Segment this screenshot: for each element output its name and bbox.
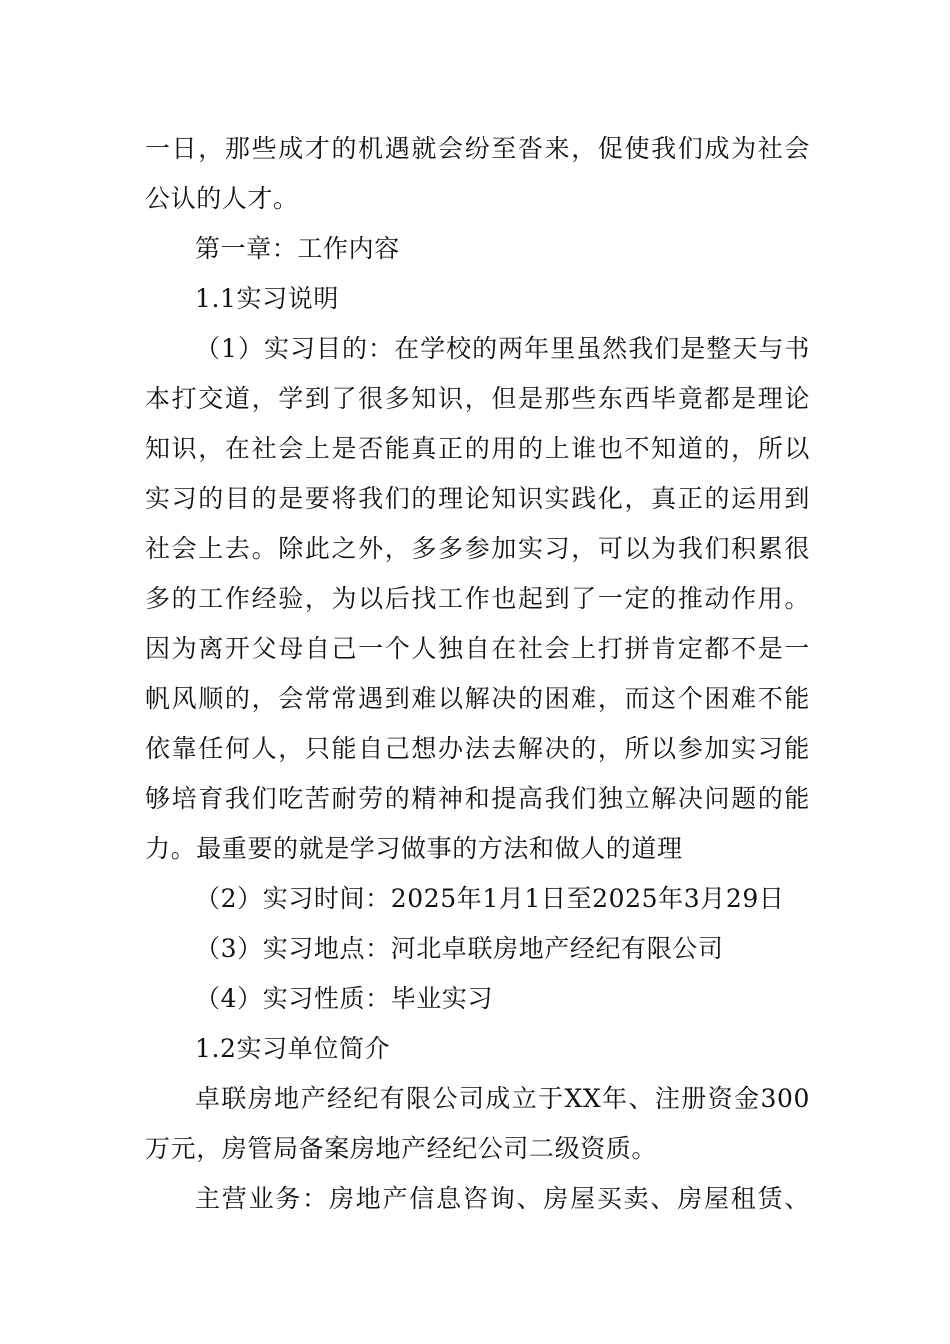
paragraph-line: （1）实习目的：在学校的两年里虽然我们是整天与书 (195, 334, 810, 363)
paragraph-line: 一日，那些成才的机遇就会纷至沓来，促使我们成为社会 (145, 134, 810, 163)
paragraph-line: 多的工作经验，为以后找工作也起到了一定的推动作用。 (145, 584, 810, 613)
paragraph-line: 够培育我们吃苦耐劳的精神和提高我们独立解决问题的能 (145, 784, 810, 813)
chapter-heading: 第一章：工作内容 (195, 234, 400, 263)
paragraph-line: 社会上去。除此之外，多多参加实习，可以为我们积累很 (145, 534, 810, 563)
section-heading: 1.1实习说明 (195, 284, 339, 313)
paragraph-line: 依靠任何人，只能自己想办法去解决的，所以参加实习能 (145, 734, 810, 763)
paragraph-line: 力。最重要的就是学习做事的方法和做人的道理 (145, 834, 683, 863)
paragraph-line: 公认的人才。 (145, 184, 299, 213)
list-item: （3）实习地点：河北卓联房地产经纪有限公司 (195, 934, 724, 963)
paragraph-line: 本打交道，学到了很多知识，但是那些东西毕竟都是理论 (145, 384, 810, 413)
paragraph-line: 万元，房管局备案房地产经纪公司二级资质。 (145, 1134, 658, 1163)
list-item: （4）实习性质：毕业实习 (195, 984, 494, 1013)
paragraph-line: 因为离开父母自己一个人独自在社会上打拼肯定都不是一 (145, 634, 810, 663)
section-heading: 1.2实习单位简介 (195, 1034, 391, 1063)
paragraph-line: 实习的目的是要将我们的理论知识实践化，真正的运用到 (145, 484, 810, 513)
paragraph-line: 主营业务：房地产信息咨询、房屋买卖、房屋租赁、 (195, 1184, 810, 1213)
list-item: （2）实习时间：2025年1月1日至2025年3月29日 (195, 884, 785, 913)
paragraph-line: 帆风顺的，会常常遇到难以解决的困难，而这个困难不能 (145, 684, 810, 713)
paragraph-line: 知识，在社会上是否能真正的用的上谁也不知道的，所以 (145, 434, 810, 463)
paragraph-line: 卓联房地产经纪有限公司成立于XX年、注册资金300 (195, 1084, 810, 1113)
